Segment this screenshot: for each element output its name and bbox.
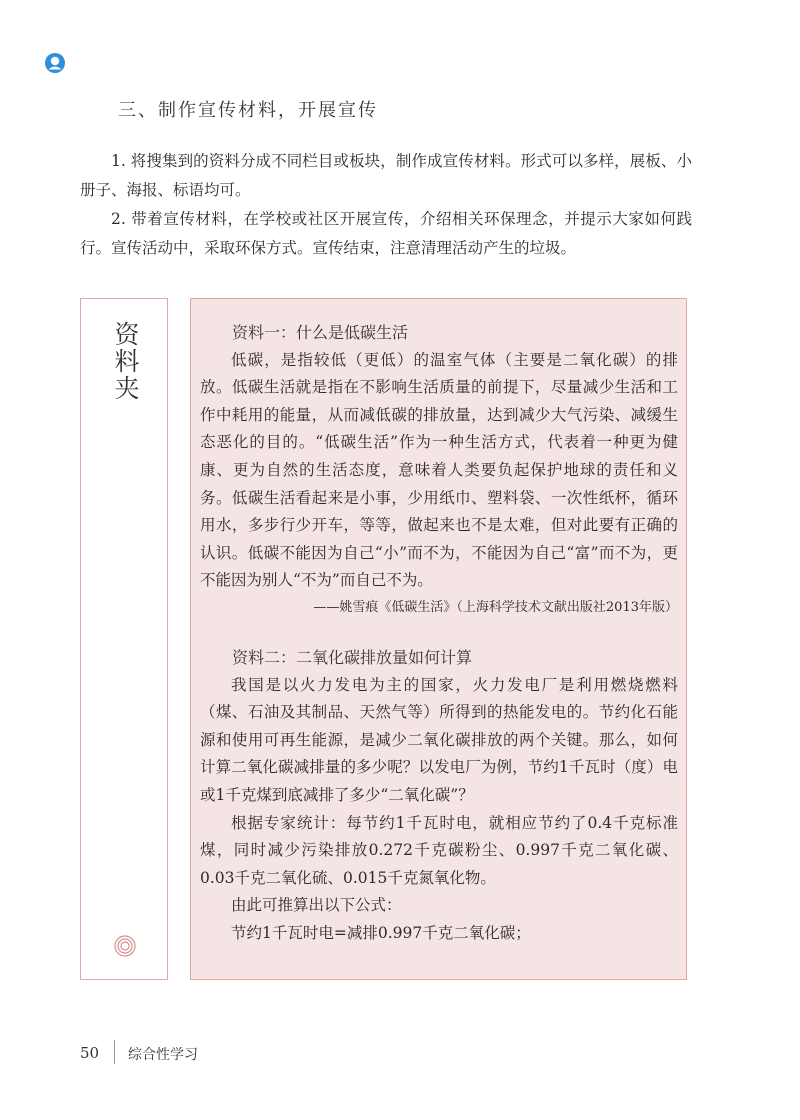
sidebar-title: 资料夹 bbox=[111, 321, 140, 402]
intro-paragraphs bbox=[80, 147, 692, 263]
material2-title: 资料二：二氧化碳排放量如何计算 bbox=[232, 647, 473, 667]
material1-paragraph: 低碳，是指较低（更低）的温室气体（主要是二氧化碳）的排放。低碳生活就是指在不影响生活质量的前提下，尽量减少生活和工作中耗用的能量，从而减低碳的排放量，达到减少大气污染、减缓生态恶化的目的。“低碳生活”作为一种生活方式，代表着一种更为健康、更为自然的生活态度，意味着人类要负起保护地球的责任和义务。低碳生活看起来是小事，少用纸巾、塑料袋、一次性纸杯，循环用水，多步行少开车，等等，做起来也不是太难，但对此要有正确的认识。低碳不能因为自己“小”而不为，不能因为自己“富”而不为，更不能因为别人“不为”而自己不为。 bbox=[200, 350, 678, 590]
material-content bbox=[200, 319, 678, 947]
user-circle-icon bbox=[44, 52, 66, 74]
intro-paragraph-1: 1. 将搜集到的资料分成不同栏目或板块，制作成宣传材料。形式可以多样，展板、小册子、海报、标语均可。 bbox=[80, 152, 692, 199]
page-number: 50 bbox=[80, 1044, 100, 1062]
sidebar-panel bbox=[80, 298, 168, 980]
material1-source: ——姚雪痕《低碳生活》（上海科学技术文献出版社2013年版） bbox=[313, 599, 678, 615]
section-heading: 三、制作宣传材料，开展宣传 bbox=[118, 100, 378, 121]
footer-section-name: 综合性学习 bbox=[128, 1047, 198, 1063]
concentric-circles-icon bbox=[114, 935, 136, 957]
spacer bbox=[200, 621, 678, 644]
intro-paragraph-2: 2. 带着宣传材料，在学校或社区开展宣传，介绍相关环保理念，并提示大家如何践行。宣传活动中，采取环保方式。宣传结束，注意清理活动产生的垃圾。 bbox=[80, 210, 692, 257]
footer-divider bbox=[114, 1040, 115, 1064]
material2-paragraph-2: 根据专家统计：每节约1千瓦时电，就相应节约了0.4千克标准煤，同时减少污染排放0.272千克碳粉尘、0.997千克二氧化碳、0.03千克二氧化硫、0.015千克氮氧化物。 bbox=[200, 813, 678, 887]
material2-paragraph-3: 由此可推算出以下公式： bbox=[231, 896, 402, 915]
material-panel bbox=[190, 298, 687, 980]
material2-paragraph-1: 我国是以火力发电为主的国家，火力发电厂是利用燃烧燃料（煤、石油及其制品、天然气等）所得到的热能发电的。节约化石能源和使用可再生能源，是减少二氧化碳排放的两个关键。那么，如何计算二氧化碳减排量的多少呢？以发电厂为例，节约1千瓦时（度）电或1千克煤到底减排了多少“二氧化碳”？ bbox=[200, 675, 678, 804]
material1-title: 资料一：什么是低碳生活 bbox=[232, 323, 409, 342]
material2-paragraph-4: 节约1千瓦时电=减排0.997千克二氧化碳； bbox=[231, 923, 531, 942]
